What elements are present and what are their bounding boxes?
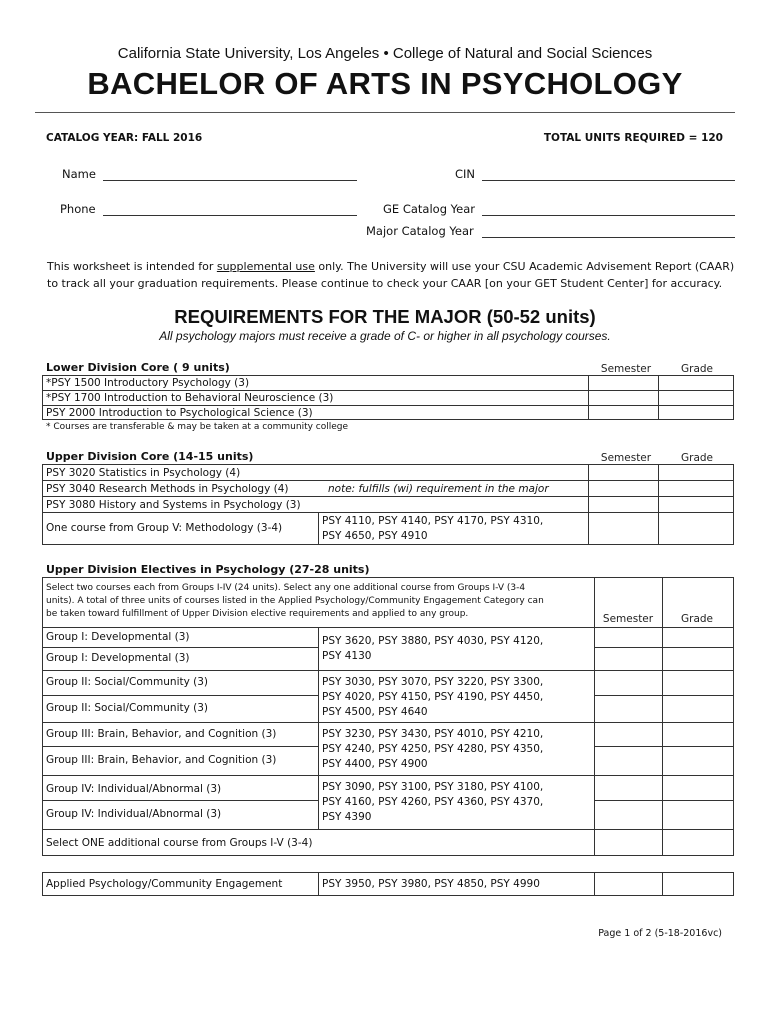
group-i-label: Group I: Developmental (3) [46,631,190,643]
lower-semester-header: Semester [600,363,652,375]
group-i-label: Group I: Developmental (3) [46,652,190,664]
group-iv-courses: PSY 3090, PSY 3100, PSY 3180, PSY 4100, [322,781,544,793]
group-v-courses: PSY 4650, PSY 4910 [322,530,428,542]
upper-grade-header: Grade [680,452,713,464]
supplemental-use-text: supplemental use [216,260,315,273]
wi-requirement-note: note: fulfills (wi) requirement in the major [328,483,549,495]
intro-paragraph: This worksheet is intended for supplemental use only. The University will use your CSU Academic Advisement Report (CAAR) to track all your graduation requirements. Please continue to check your CAAR [on your GET Student Center] for accuracy. [47,260,735,290]
table-row: PSY 3040 Research Methods in Psychology (4) [46,483,289,495]
table-row: *PSY 1700 Introduction to Behavioral Neuroscience (3) [46,392,334,404]
upper-core-title: Upper Division Core (14-15 units) [46,450,254,463]
group-ii-label: Group II: Social/Community (3) [46,702,209,714]
electives-title: Upper Division Electives in Psychology (27-28 units) [46,563,370,576]
applied-psychology-label: Applied Psychology/Community Engagement [46,878,283,890]
additional-course-row: Select ONE additional course from Groups I-V (3-4) [46,837,313,849]
group-v-courses: PSY 4110, PSY 4140, PSY 4170, PSY 4310, [322,515,544,527]
electives-instructions: units). A total of three units of courses listed in the Applied Psychology/Community Engagement Category can [46,596,544,606]
lower-division-title: Lower Division Core ( 9 units) [46,361,230,374]
upper-semester-header: Semester [600,452,652,464]
name-field[interactable] [103,180,357,181]
electives-semester-header: Semester [602,613,654,625]
group-ii-label: Group II: Social/Community (3) [46,676,209,688]
group-iii-label: Group III: Brain, Behavior, and Cognition (3) [46,728,277,740]
header-divider [35,112,735,113]
group-i-courses: PSY 4130 [322,650,372,662]
group-ii-courses: PSY 3030, PSY 3070, PSY 3220, PSY 3300, [322,676,544,688]
lower-grade-header: Grade [680,363,713,375]
electives-instructions: Select two courses each from Groups I-IV (24 units). Select any one additional course from Groups I-V (3-4 [46,583,526,593]
group-iii-label: Group III: Brain, Behavior, and Cognition (3) [46,754,277,766]
major-catalog-field[interactable] [482,237,735,238]
ge-catalog-label: GE Catalog Year [383,202,475,216]
table-row: PSY 3020 Statistics in Psychology (4) [46,467,241,479]
group-ii-courses: PSY 4500, PSY 4640 [322,706,428,718]
name-label: Name [62,167,96,181]
requirements-subtitle: All psychology majors must receive a grade of C- or higher in all psychology courses. [159,329,611,343]
group-ii-courses: PSY 4020, PSY 4150, PSY 4190, PSY 4450, [322,691,544,703]
group-iii-courses: PSY 4240, PSY 4250, PSY 4280, PSY 4350, [322,743,544,755]
group-i-courses: PSY 3620, PSY 3880, PSY 4030, PSY 4120, [322,635,544,647]
group-iv-label: Group IV: Individual/Abnormal (3) [46,808,222,820]
group-iii-courses: PSY 3230, PSY 3430, PSY 4010, PSY 4210, [322,728,544,740]
table-row: *PSY 1500 Introductory Psychology (3) [46,377,250,389]
electives-instructions: be taken toward fulfillment of Upper Division elective requirements and applied to any group. [46,609,469,619]
major-catalog-label: Major Catalog Year [366,224,474,238]
total-units: TOTAL UNITS REQUIRED = 120 [543,132,723,144]
group-iii-courses: PSY 4400, PSY 4900 [322,758,428,770]
university-line: California State University, Los Angeles • College of Natural and Social Sciences [117,45,653,62]
group-v-label: One course from Group V: Methodology (3-4) [46,522,283,534]
page-title: BACHELOR OF ARTS IN PSYCHOLOGY [87,66,683,101]
catalog-year: CATALOG YEAR: FALL 2016 [46,132,203,144]
phone-label: Phone [60,202,96,216]
table-row: PSY 3080 History and Systems in Psychology (3) [46,499,301,511]
cin-label: CIN [455,167,476,181]
applied-psychology-courses: PSY 3950, PSY 3980, PSY 4850, PSY 4990 [322,878,540,890]
group-iv-courses: PSY 4390 [322,811,372,823]
cin-field[interactable] [482,180,735,181]
group-iv-courses: PSY 4160, PSY 4260, PSY 4360, PSY 4370, [322,796,544,808]
requirements-title: REQUIREMENTS FOR THE MAJOR (50-52 units) [174,306,596,327]
electives-grade-header: Grade [680,613,713,625]
table-row: PSY 2000 Introduction to Psychological Science (3) [46,407,313,419]
page-footer: Page 1 of 2 (5-18-2016vc) [598,928,722,939]
group-iv-label: Group IV: Individual/Abnormal (3) [46,783,222,795]
ge-catalog-field[interactable] [482,215,735,216]
lower-footnote: * Courses are transferable & may be taken at a community college [46,422,349,432]
phone-field[interactable] [103,215,357,216]
